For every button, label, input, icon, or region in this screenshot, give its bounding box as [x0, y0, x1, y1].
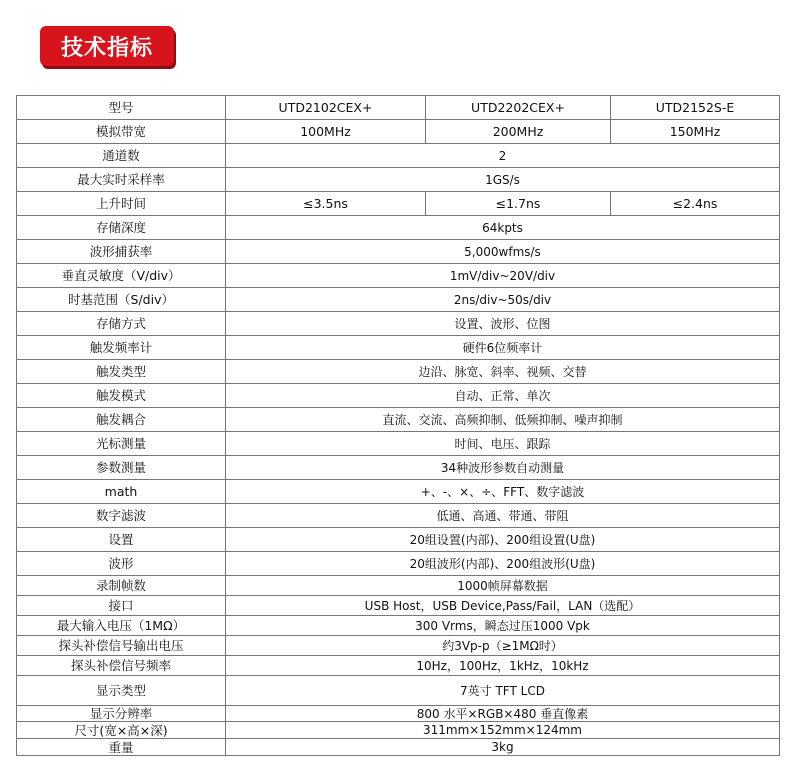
spec-row-value: 64kpts [226, 216, 780, 240]
spec-row-value: 20组波形(内部)、200组波形(U盘) [226, 552, 780, 576]
spec-row-label: 探头补偿信号频率 [17, 656, 226, 676]
spec-row [17, 504, 780, 528]
spec-row-value: USB Host，USB Device,Pass/Fail，LAN（选配） [226, 596, 780, 616]
bandwidth-row-label: 模拟带宽 [17, 120, 226, 144]
spec-row-label: math [17, 480, 226, 504]
spec-row-label: 触发模式 [17, 384, 226, 408]
spec-row [17, 616, 780, 636]
spec-row-label: 重量 [17, 739, 226, 756]
spec-row-value: 设置、波形、位图 [226, 312, 780, 336]
spec-row-value: 20组设置(内部)、200组设置(U盘) [226, 528, 780, 552]
spec-row [17, 168, 780, 192]
spec-row [17, 264, 780, 288]
spec-row [17, 676, 780, 706]
spec-row [17, 336, 780, 360]
model-row-cell-2: UTD2202CEX+ [426, 96, 611, 120]
spec-row [17, 636, 780, 656]
spec-row-label: 最大实时采样率 [17, 168, 226, 192]
spec-row-value: 自动、正常、单次 [226, 384, 780, 408]
spec-row [17, 552, 780, 576]
spec-row [17, 739, 780, 756]
spec-row-value: 硬件6位频率计 [226, 336, 780, 360]
spec-row [17, 312, 780, 336]
spec-row [17, 656, 780, 676]
bandwidth-row-cell-1: 100MHz [226, 120, 426, 144]
spec-row-value: 1GS/s [226, 168, 780, 192]
model-row-label: 型号 [17, 96, 226, 120]
risetime-row-label: 上升时间 [17, 192, 226, 216]
spec-row-value: 时间、电压、跟踪 [226, 432, 780, 456]
spec-row [17, 576, 780, 596]
spec-row-value: 3kg [226, 739, 780, 756]
spec-row-label: 波形 [17, 552, 226, 576]
bandwidth-row-cell-2: 200MHz [426, 120, 611, 144]
spec-row [17, 144, 780, 168]
spec-row [17, 706, 780, 722]
spec-row-label: 触发耦合 [17, 408, 226, 432]
spec-row [17, 360, 780, 384]
spec-row-label: 时基范围（S/div） [17, 288, 226, 312]
spec-row-value: 34种波形参数自动测量 [226, 456, 780, 480]
risetime-row [17, 192, 780, 216]
spec-row-value: 7英寸 TFT LCD [226, 676, 780, 706]
spec-row-value: 2 [226, 144, 780, 168]
spec-row-value: 1mV/div~20V/div [226, 264, 780, 288]
spec-row [17, 480, 780, 504]
spec-row-label: 录制帧数 [17, 576, 226, 596]
spec-row-value: 311mm×152mm×124mm [226, 722, 780, 739]
spec-row-label: 最大输入电压（1MΩ） [17, 616, 226, 636]
spec-row-label: 存储方式 [17, 312, 226, 336]
model-row-cell-1: UTD2102CEX+ [226, 96, 426, 120]
spec-row-label: 尺寸(宽×高×深) [17, 722, 226, 739]
model-row-cell-3: UTD2152S-E [611, 96, 780, 120]
spec-row [17, 456, 780, 480]
spec-row-value: 300 Vrms，瞬态过压1000 Vpk [226, 616, 780, 636]
spec-row-label: 参数测量 [17, 456, 226, 480]
spec-row [17, 216, 780, 240]
spec-row [17, 240, 780, 264]
spec-row [17, 432, 780, 456]
spec-row-value: 约3Vp-p（≥1MΩ时） [226, 636, 780, 656]
spec-row-label: 光标测量 [17, 432, 226, 456]
spec-row-value: +、-、×、÷、FFT、数字滤波 [226, 480, 780, 504]
spec-row-label: 数字滤波 [17, 504, 226, 528]
spec-row-label: 触发类型 [17, 360, 226, 384]
section-title-badge [40, 26, 174, 66]
spec-row [17, 596, 780, 616]
spec-row-value: 低通、高通、带通、带阻 [226, 504, 780, 528]
risetime-row-cell-3: ≤2.4ns [611, 192, 780, 216]
spec-table [16, 95, 780, 756]
section-title: 技术指标 [60, 35, 153, 61]
spec-row-label: 显示分辨率 [17, 706, 226, 722]
spec-row [17, 288, 780, 312]
spec-row [17, 722, 780, 739]
bandwidth-row [17, 120, 780, 144]
spec-row-label: 接口 [17, 596, 226, 616]
risetime-row-cell-1: ≤3.5ns [226, 192, 426, 216]
spec-row-label: 通道数 [17, 144, 226, 168]
spec-row-label: 探头补偿信号输出电压 [17, 636, 226, 656]
spec-row-value: 2ns/div~50s/div [226, 288, 780, 312]
spec-row-label: 设置 [17, 528, 226, 552]
spec-row-value: 5,000wfms/s [226, 240, 780, 264]
spec-row-value: 直流、交流、高频抑制、低频抑制、噪声抑制 [226, 408, 780, 432]
spec-row [17, 528, 780, 552]
spec-row-value: 边沿、脉宽、斜率、视频、交替 [226, 360, 780, 384]
spec-row-label: 垂直灵敏度（V/div） [17, 264, 226, 288]
spec-row-value: 10Hz，100Hz，1kHz，10kHz [226, 656, 780, 676]
spec-row-label: 触发频率计 [17, 336, 226, 360]
spec-row-label: 波形捕获率 [17, 240, 226, 264]
bandwidth-row-cell-3: 150MHz [611, 120, 780, 144]
spec-row-label: 显示类型 [17, 676, 226, 706]
spec-row-value: 800 水平×RGB×480 垂直像素 [226, 706, 780, 722]
risetime-row-cell-2: ≤1.7ns [426, 192, 611, 216]
model-row [17, 96, 780, 120]
spec-row [17, 384, 780, 408]
spec-row [17, 408, 780, 432]
spec-row-value: 1000帧屏幕数据 [226, 576, 780, 596]
spec-row-label: 存储深度 [17, 216, 226, 240]
